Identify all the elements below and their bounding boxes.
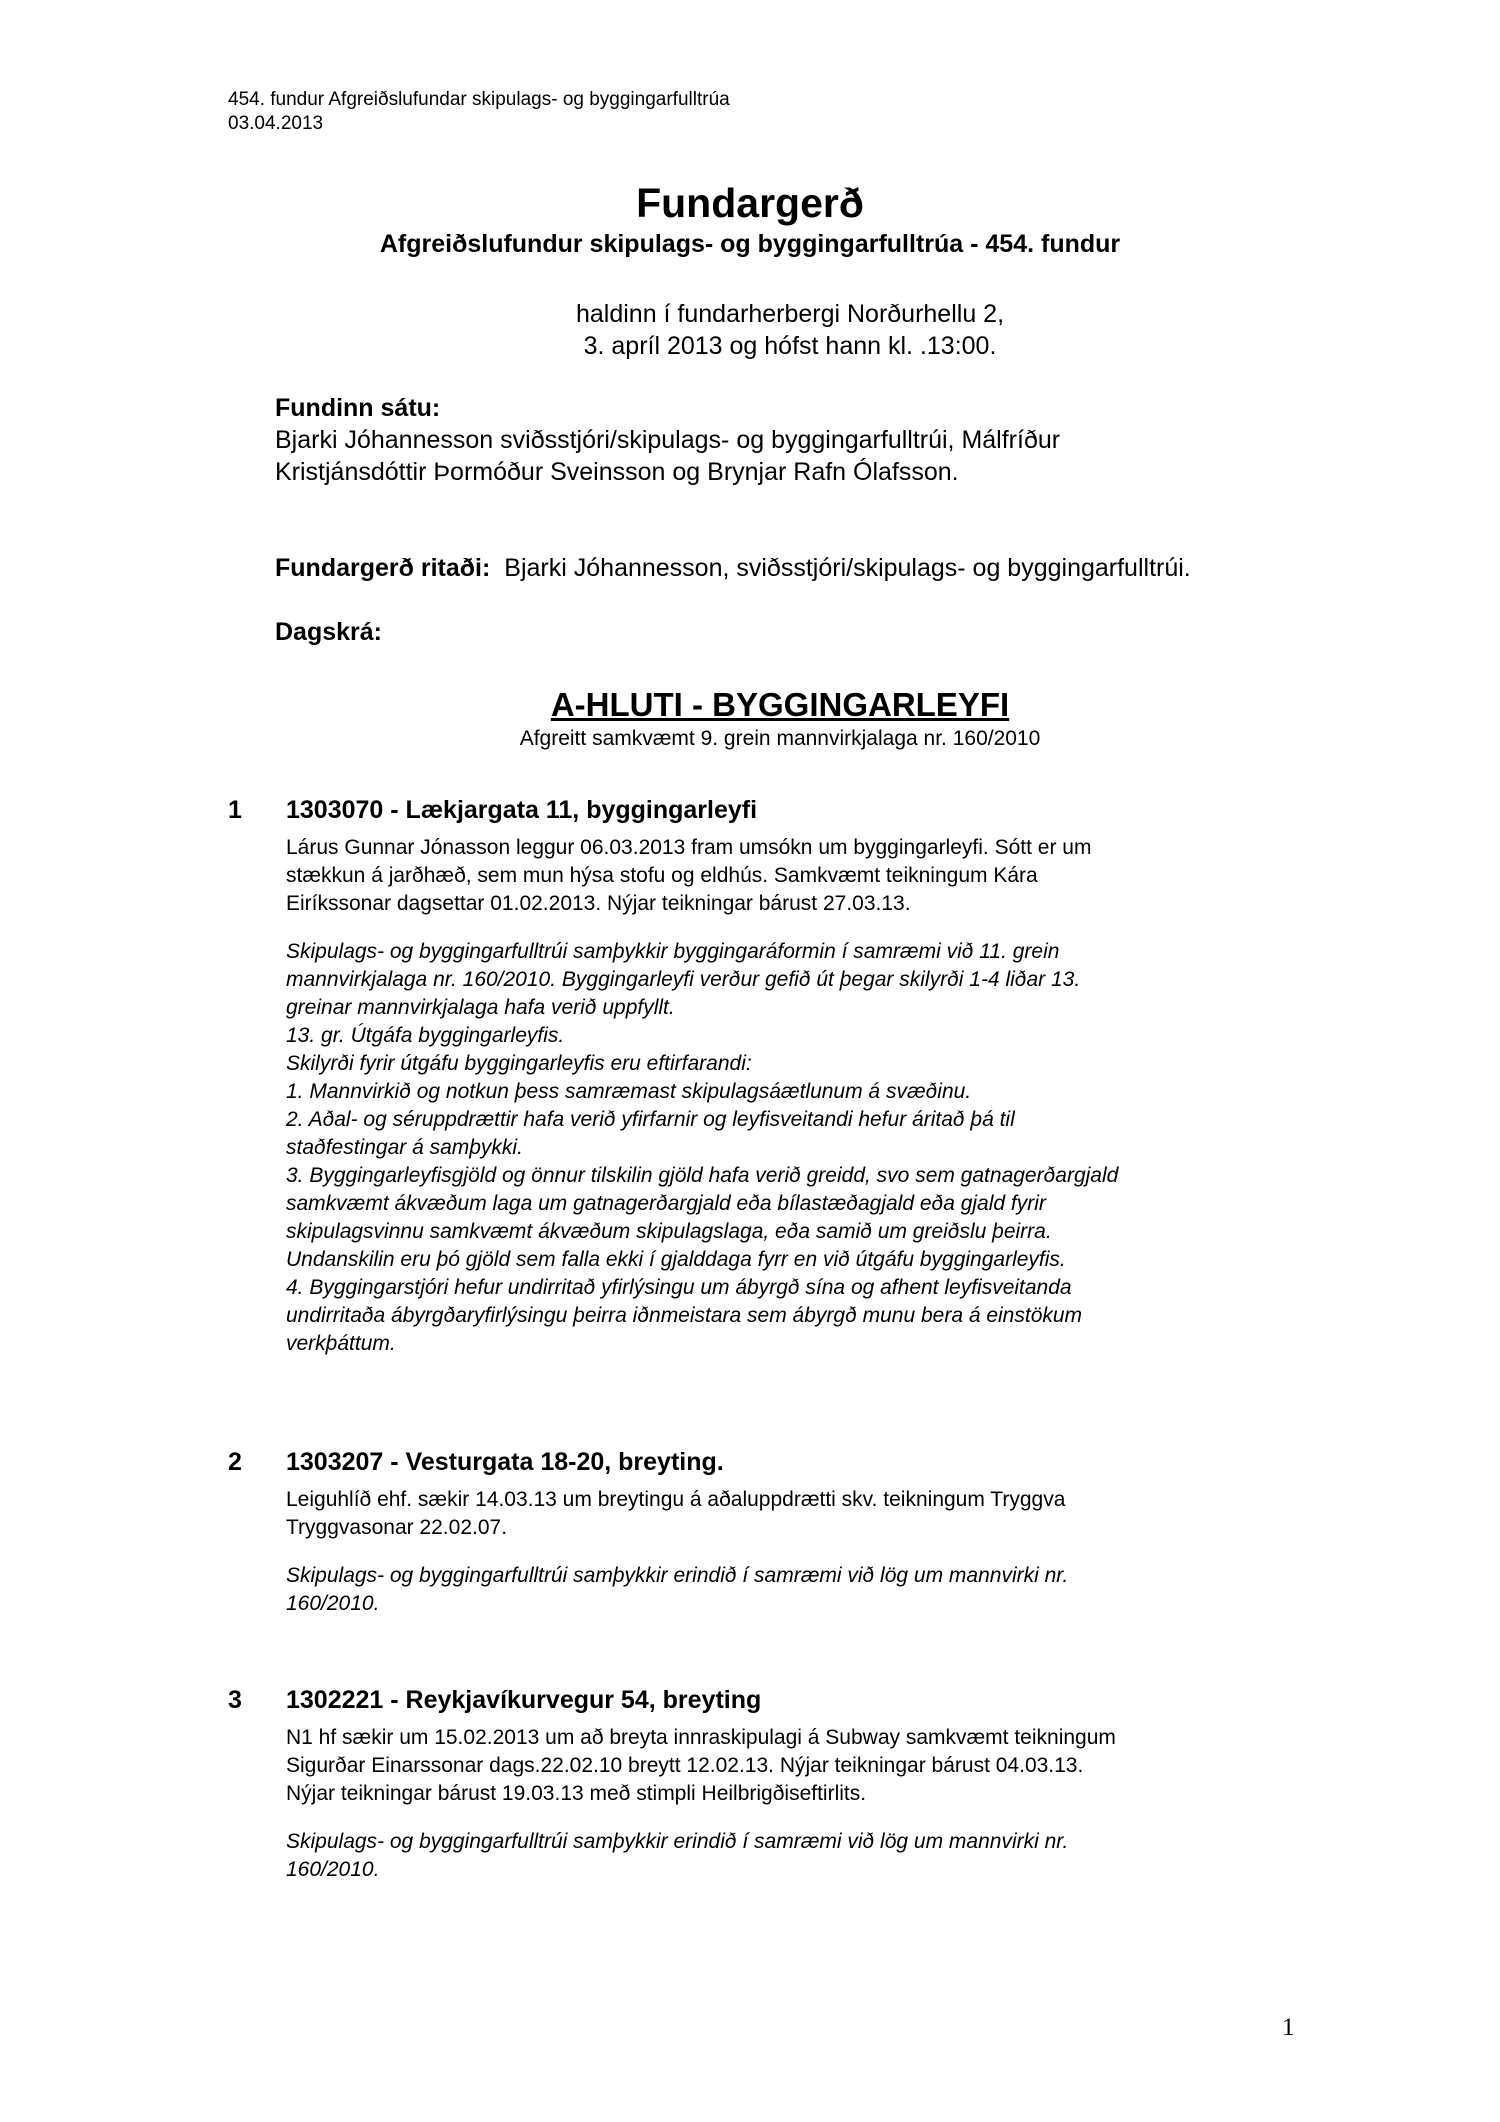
agenda-item-body: [286, 1724, 1328, 1884]
item-decision: [286, 1562, 1328, 1618]
venue-info: [0, 298, 1500, 362]
section-title: A-HLUTI - BYGGINGARLEYFI: [550, 686, 1010, 723]
agenda-item-title: 1302221 - Reykjavíkurvegur 54, breyting: [286, 1686, 762, 1714]
decision-line: greinar mannvirkjalaga hafa verið uppfyllt.: [286, 996, 675, 1019]
recorder-label: Fundargerð ritaði:: [275, 554, 491, 582]
decision-line: Skipulags- og byggingarfulltrúi samþykkir erindið í samræmi við lög um mannvirki nr.: [286, 1830, 1069, 1853]
decision-line: undirritaða ábyrgðaryfirlýsingu þeirra iðnmeistara sem ábyrgð munu bera á einstökum: [286, 1304, 1083, 1327]
description-line: Leiguhlíð ehf. sækir 14.03.13 um breytingu á aðaluppdrætti skv. teikningum Tryggva: [286, 1488, 1066, 1511]
agenda-item-number: 3: [228, 1686, 242, 1714]
section-subtitle: Afgreitt samkvæmt 9. grein mannvirkjalaga nr. 160/2010: [519, 727, 1041, 750]
agenda-item-number: 2: [228, 1448, 242, 1476]
agenda-item-2: [228, 1446, 1328, 1638]
decision-line: Skilyrði fyrir útgáfu byggingarleyfis eru eftirfarandi:: [286, 1052, 752, 1075]
decision-line: Skipulags- og byggingarfulltrúi samþykkir byggingaráformin í samræmi við 11. grein: [286, 940, 1060, 963]
agenda-item-body: [286, 1486, 1328, 1618]
agenda-item-1: [228, 794, 1328, 1378]
description-line: Tryggvasonar 22.02.07.: [286, 1516, 508, 1539]
recorder-value: Bjarki Jóhannesson, sviðsstjóri/skipulags- og byggingarfulltrúi.: [504, 554, 1191, 582]
description-line: N1 hf sækir um 15.02.2013 um að breyta innraskipulagi á Subway samkvæmt teikningum: [286, 1726, 1116, 1749]
description-line: Sigurðar Einarssonar dags.22.02.10 breytt 12.02.13. Nýjar teikningar bárust 04.03.13.: [286, 1754, 1084, 1777]
description-line: Eiríkssonar dagsettar 01.02.2013. Nýjar teikningar bárust 27.03.13.: [286, 892, 911, 915]
decision-line: 13. gr. Útgáfa byggingarleyfis.: [286, 1024, 565, 1047]
agenda-item-title: 1303207 - Vesturgata 18-20, breyting.: [286, 1448, 724, 1476]
decision-line: verkþáttum.: [286, 1332, 396, 1355]
agenda-item-body: [286, 834, 1328, 1358]
description-line: stækkun á jarðhæð, sem mun hýsa stofu og eldhús. Samkvæmt teikningum Kára: [286, 864, 1038, 887]
document-title: Fundargerð: [636, 180, 864, 226]
agenda-item-3: [228, 1684, 1328, 1904]
recorder-block: [275, 552, 1191, 584]
venue-line-1: haldinn í fundarherbergi Norðurhellu 2,: [575, 300, 1005, 328]
item-decision: [286, 938, 1328, 1358]
agenda-label: Dagskrá:: [275, 618, 382, 646]
attendees-line-1: Bjarki Jóhannesson sviðsstjóri/skipulags- og byggingarfulltrúi, Málfríður: [275, 426, 1061, 454]
venue-line-2: 3. apríl 2013 og hófst hann kl. .13:00.: [583, 332, 997, 360]
header-meeting-line: 454. fundur Afgreiðslufundar skipulags- og byggingarfulltrúa: [228, 89, 730, 110]
attendees-label: Fundinn sátu:: [275, 394, 441, 422]
decision-line: skipulagsvinnu samkvæmt ákvæðum skipulagslaga, eða samið um greiðslu þeirra.: [286, 1220, 1052, 1243]
agenda-item-title: 1303070 - Lækjargata 11, byggingarleyfi: [286, 796, 758, 824]
decision-line: 160/2010.: [286, 1858, 380, 1881]
attendees-block: [275, 392, 1375, 488]
agenda-item-heading: [228, 794, 1328, 826]
decision-line: mannvirkjalaga nr. 160/2010. Byggingarleyfi verður gefið út þegar skilyrði 1-4 liðar 13.: [286, 968, 1081, 991]
item-decision: [286, 1828, 1328, 1884]
decision-line: Undanskilin eru þó gjöld sem falla ekki í gjalddaga fyrr en við útgáfu byggingarleyfis.: [286, 1248, 1066, 1271]
title-block: [0, 178, 1500, 260]
item-description: [286, 834, 1328, 918]
agenda-item-heading: [228, 1446, 1328, 1478]
document-subtitle: Afgreiðslufundur skipulags- og byggingarfulltrúa - 454. fundur: [379, 230, 1121, 258]
item-description: [286, 1724, 1328, 1808]
decision-line: 4. Byggingarstjóri hefur undirritað yfirlýsingu um ábyrgð sína og afhent leyfisveitanda: [286, 1276, 1072, 1299]
page-number: 1: [1282, 2014, 1295, 2041]
decision-line: Skipulags- og byggingarfulltrúi samþykkir erindið í samræmi við lög um mannvirki nr.: [286, 1564, 1069, 1587]
page-header: [228, 88, 730, 136]
attendees-line-2: Kristjánsdóttir Þormóður Sveinsson og Brynjar Rafn Ólafsson.: [275, 458, 959, 486]
decision-line: 2. Aðal- og séruppdrættir hafa verið yfirfarnir og leyfisveitandi hefur áritað þá til: [286, 1108, 1015, 1131]
decision-line: 160/2010.: [286, 1592, 380, 1615]
agenda-item-number: 1: [228, 796, 242, 824]
agenda-item-heading: [228, 1684, 1328, 1716]
description-line: Nýjar teikningar bárust 19.03.13 með stimpli Heilbrigðiseftirlits.: [286, 1782, 867, 1805]
section-heading-block: [0, 684, 1500, 752]
decision-line: 1. Mannvirkið og notkun þess samræmast skipulagsáætlunum á svæðinu.: [286, 1080, 972, 1103]
item-description: [286, 1486, 1328, 1542]
description-line: Lárus Gunnar Jónasson leggur 06.03.2013 fram umsókn um byggingarleyfi. Sótt er um: [286, 836, 1092, 859]
header-date: 03.04.2013: [228, 113, 324, 134]
decision-line: samkvæmt ákvæðum laga um gatnagerðargjald eða bílastæðagjald eða gjald fyrir: [286, 1192, 1046, 1215]
decision-line: staðfestingar á samþykki.: [286, 1136, 523, 1159]
decision-line: 3. Byggingarleyfisgjöld og önnur tilskilin gjöld hafa verið greidd, svo sem gatnagerðargjald: [286, 1164, 1119, 1187]
